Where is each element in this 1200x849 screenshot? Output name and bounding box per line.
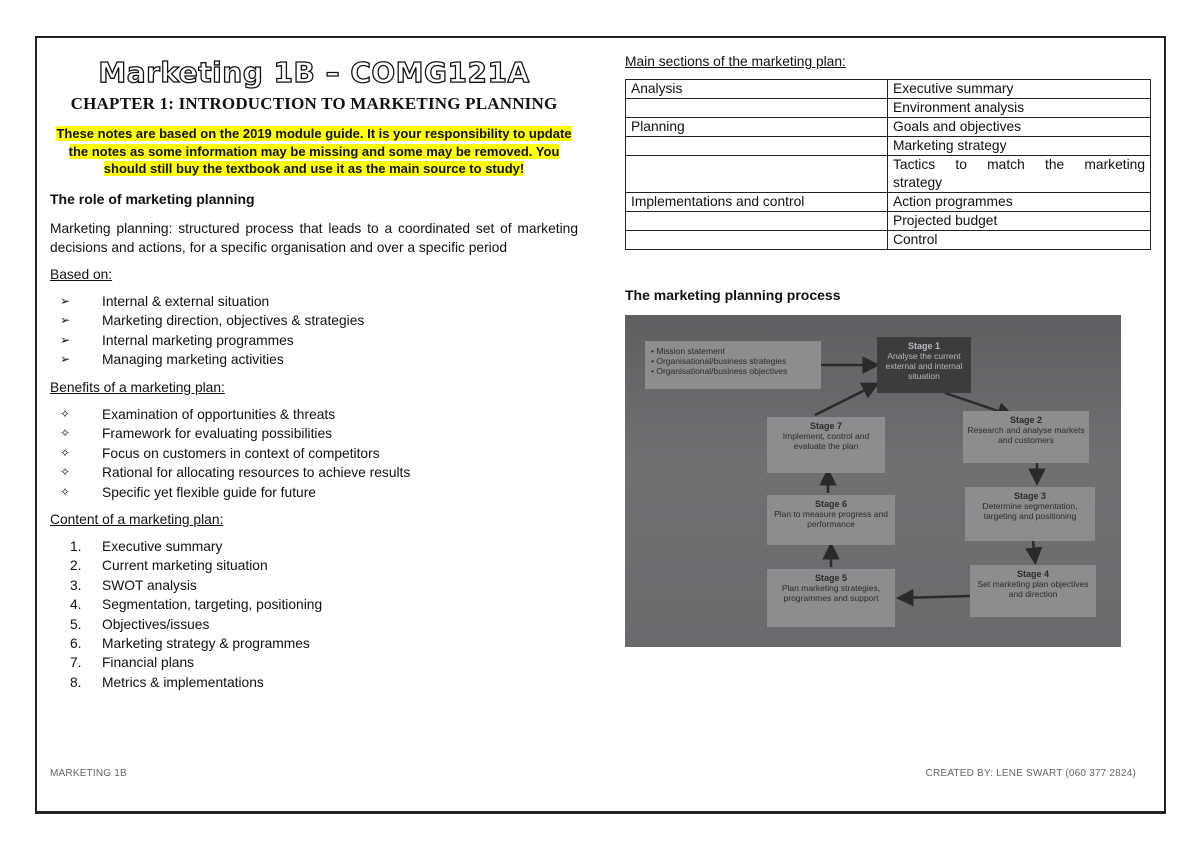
page-title: Marketing 1B – COMG121A [98, 56, 530, 89]
process-heading: The marketing planning process [625, 287, 841, 303]
chapter-title: CHAPTER 1: INTRODUCTION TO MARKETING PLANNING [70, 94, 558, 113]
list-item: 2. Current marketing situation [70, 558, 268, 574]
planning-process-diagram [625, 315, 1121, 647]
table-row: Implementations and control Action programmes [626, 193, 1151, 212]
star-bullet-icon: ✧ [60, 465, 71, 479]
list-item: 5. Objectives/issues [70, 616, 210, 632]
left-column [50, 56, 578, 692]
list-item: 4. Segmentation, targeting, positioning [70, 597, 323, 613]
arrow-bullet-icon: ➢ [60, 332, 71, 347]
plan-sections-table [625, 79, 1151, 250]
list-item: 1. Executive summary [70, 539, 223, 554]
definition-paragraph: Marketing planning: structured process that leads to a coordinated set of marketing decisions and actions, for a specific organisation and over a specific period [50, 220, 578, 255]
sections-heading: Main sections of the marketing plan: [625, 54, 846, 69]
benefits-heading: Benefits of a marketing plan: [50, 379, 225, 395]
list-item: ✧ Framework for evaluating possibilities [60, 424, 578, 444]
list-item: ➢ Internal & external situation [60, 292, 578, 312]
list-item: 7. Financial plans [70, 655, 195, 671]
based-on-heading: Based on: [50, 266, 113, 282]
notice-text: These notes are based on the 2019 module guide. It is your responsibility to update the notes as some information may be missing and some may be removed. You should still buy the textbook and use it as the main source to study! [56, 126, 572, 176]
content-list [50, 537, 578, 692]
arrow-bullet-icon: ➢ [60, 352, 71, 366]
stage-5-box: Stage 5 Plan marketing strategies, programmes and support [767, 569, 895, 627]
stage-7-box: Stage 7 Implement, control and evaluate the plan [767, 417, 885, 473]
list-item: 6. Marketing strategy & programmes [70, 636, 310, 652]
role-heading: The role of marketing planning [50, 190, 255, 207]
arrow-bullet-icon: ➢ [60, 313, 71, 327]
star-bullet-icon: ✧ [60, 426, 71, 440]
table-row: Environment analysis [626, 99, 1151, 118]
stage-6-box: Stage 6 Plan to measure progress and performance [767, 495, 895, 545]
content-heading: Content of a marketing plan: [50, 512, 224, 527]
table-row: Marketing strategy [626, 137, 1151, 156]
arrow-bullet-icon: ➢ [60, 293, 71, 308]
list-item: ✧ Specific yet flexible guide for future [60, 483, 578, 503]
stage-1-box: Stage 1 Analyse the current external and internal situation [877, 337, 971, 393]
stage-3-box: Stage 3 Determine segmentation, targeting and positioning [965, 487, 1095, 541]
mission-box: • Mission statement • Organisational/business strategies • Organisational/business objectives [645, 341, 821, 389]
star-bullet-icon: ✧ [60, 445, 71, 460]
list-item: ➢ Managing marketing activities [60, 350, 578, 370]
right-column [625, 54, 1151, 647]
table-row: Analysis Executive summary [626, 80, 1151, 99]
footer-right: CREATED BY: LENE SWART (060 377 2824) [925, 768, 1136, 779]
list-item: ➢ Internal marketing programmes [60, 331, 578, 351]
table-row: Control [626, 231, 1151, 250]
stage-4-box: Stage 4 Set marketing plan objectives and direction [970, 565, 1096, 617]
table-row: Projected budget [626, 212, 1151, 231]
list-item: 8. Metrics & implementations [70, 674, 264, 690]
footer-left: MARKETING 1B [50, 768, 127, 779]
list-item: ➢ Marketing direction, objectives & strategies [60, 311, 578, 331]
list-item: ✧ Rational for allocating resources to achieve results [60, 463, 578, 483]
star-bullet-icon: ✧ [60, 406, 71, 421]
star-bullet-icon: ✧ [60, 484, 71, 499]
highlighted-notice [50, 125, 578, 178]
benefits-list [50, 405, 578, 503]
list-item: 3. SWOT analysis [70, 577, 197, 593]
table-row: Tactics to match the marketing strategy [626, 156, 1151, 193]
based-on-list [50, 292, 578, 370]
stage-2-box: Stage 2 Research and analyse markets and customers [963, 411, 1089, 463]
table-row: Planning Goals and objectives [626, 118, 1151, 137]
list-item: ✧ Examination of opportunities & threats [60, 405, 578, 425]
list-item: ✧ Focus on customers in context of competitors [60, 444, 578, 464]
